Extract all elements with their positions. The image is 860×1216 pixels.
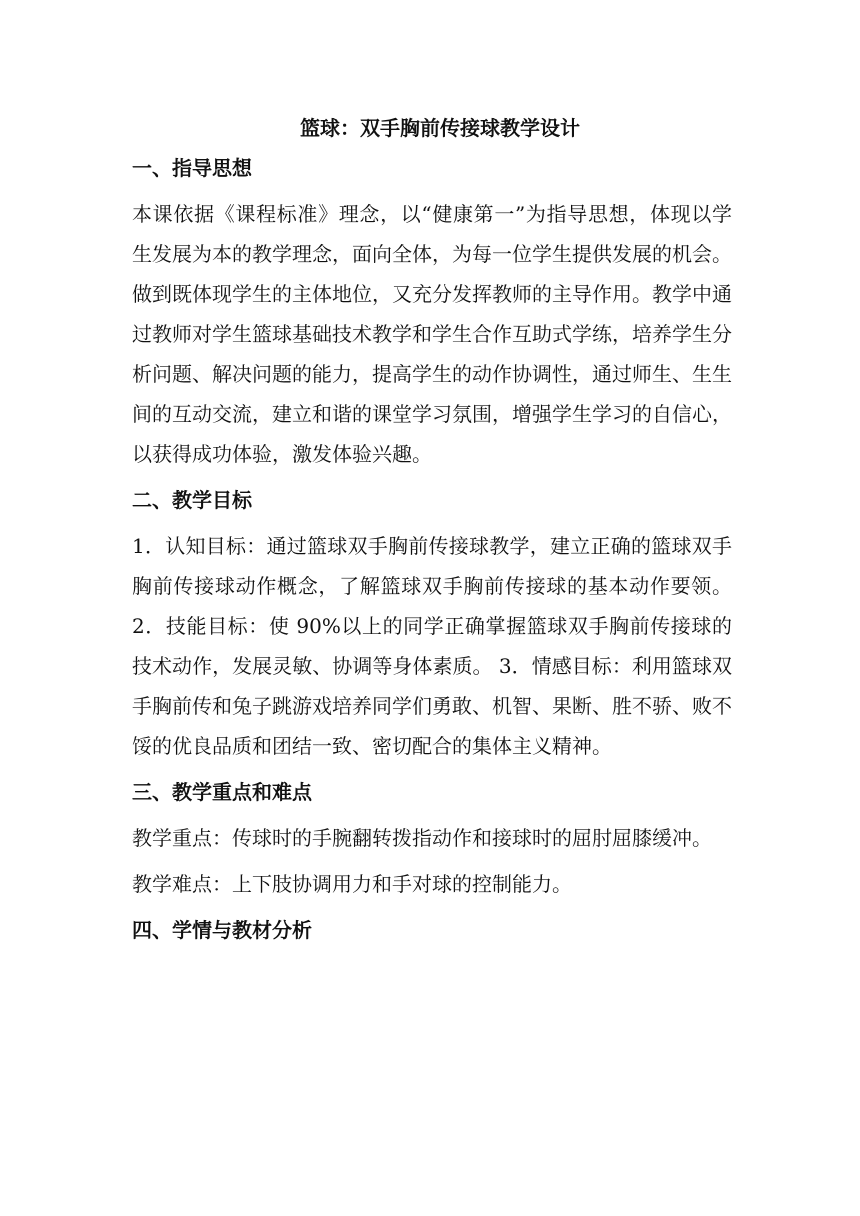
section-heading-teaching-objectives: 二、教学目标 xyxy=(132,488,252,512)
document-page xyxy=(132,108,732,956)
paragraph-teaching-difficulty: 教学难点：上下肢协调用力和手对球的控制能力。 xyxy=(132,872,572,896)
paragraph-teaching-objectives: 1．认知目标：通过篮球双手胸前传接球教学，建立正确的篮球双手胸前传接球动作概念，了解篮球双手胸前传接球的基本动作要领。 2．技能目标：使 90%以上的同学正确掌握篮球双手胸前传接球的技术动作，发展灵敏、协调等身体素质。 3．情感目标：利用篮球双手胸前传和兔子跳游戏培养同学们勇敢、机智、果断、胜不骄、败不馁的优良品质和团结一致、密切配合的集体主义精神。 xyxy=(132,534,732,758)
document-title: 篮球：双手胸前传接球教学设计 xyxy=(300,116,580,140)
paragraph-guiding-ideology: 本课依据《课程标准》理念，以“健康第一”为指导思想，体现以学生发展为本的教学理念，面向全体，为每一位学生提供发展的机会。做到既体现学生的主体地位，又充分发挥教师的主导作用。教学中通过教师对学生篮球基础技术教学和学生合作互助式学练，培养学生分析问题、解决问题的能力，提高学生的动作协调性，通过师生、生生间的互动交流，建立和谐的课堂学习氛围，增强学生学习的自信心，以获得成功体验，激发体验兴趣。 xyxy=(132,202,732,466)
paragraph-teaching-focus: 教学重点：传球时的手腕翻转拨指动作和接球时的屈肘屈膝缓冲。 xyxy=(132,826,712,850)
section-heading-analysis: 四、学情与教材分析 xyxy=(132,918,312,942)
section-heading-guiding-ideology: 一、指导思想 xyxy=(132,156,252,180)
section-heading-key-points: 三、教学重点和难点 xyxy=(132,780,312,804)
